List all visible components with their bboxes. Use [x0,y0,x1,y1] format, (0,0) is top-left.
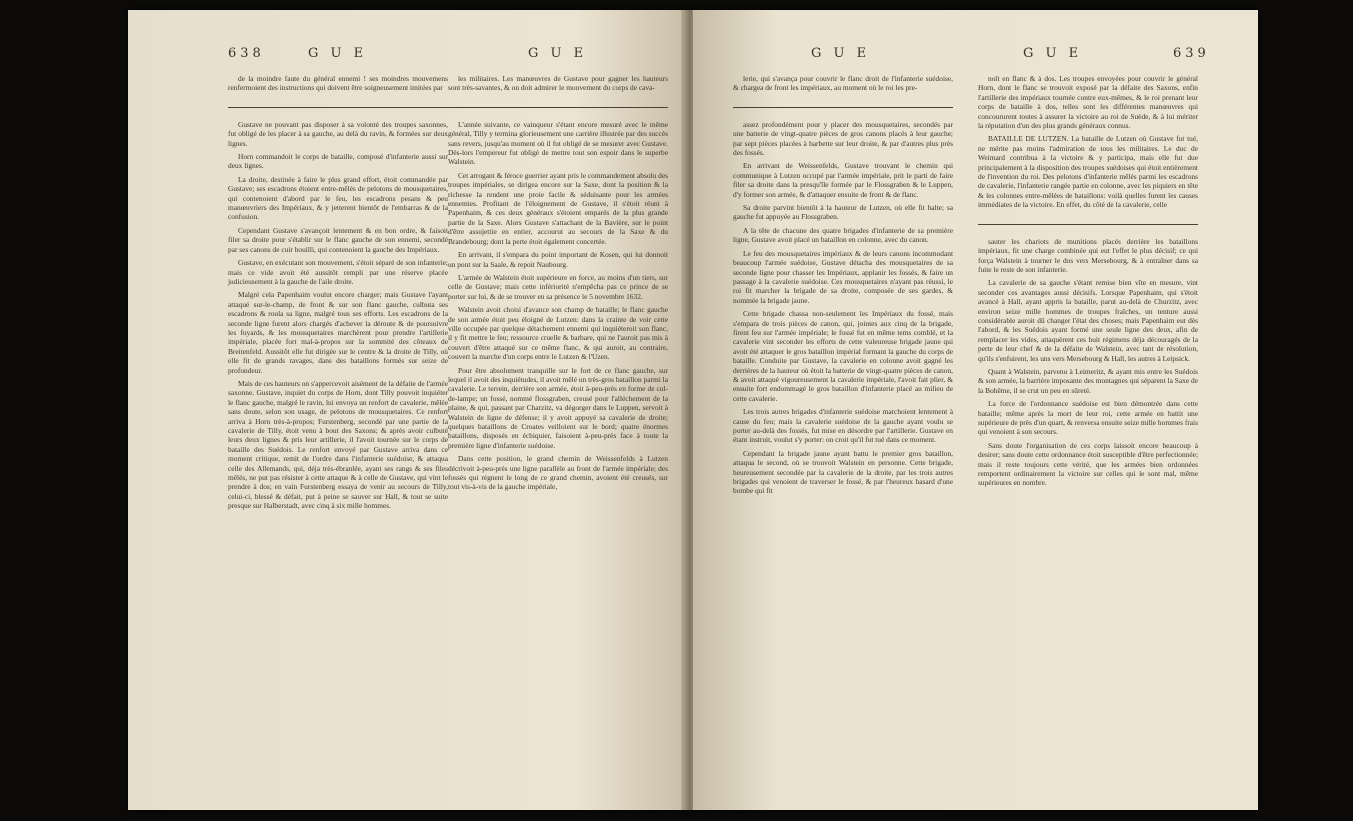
paragraph: de la moindre faute du général ennemi ! ses moindres mouvemens renfermoient des instructions qui doivent être soigneusement imitées par [228,74,448,93]
paragraph: Cet arrogant & féroce guerrier ayant pris le commandement absolu des troupes impériales, se dirigea encore sur la Saxe, dont la position & la richesse la rendent une proie facile & séduisante pour les armées ennemies. Profitant de l'éloignement de Gustave, il s'étoit réuni à Papenhaim, & ces deux généraux s'étoient emparés de la plus grande partie de la Saxe. Alors Gustave s'attachant de la Bavière, sur le point d'être assujettie en entier, accourut au secours de la Saxe & du Brandebourg; dont la perte étoit également concertée. [448,170,668,246]
right-column-2 [978,74,1198,492]
paragraph: sauter les chariots de munitions placés derrière les bataillons impériaux, fit une charge combinée qui eut l'effet le plus décisif; ce qui força Walstein à tourner le dos vers Mersebourg, & à entraîner dans sa fuite le reste de son infanterie. [978,236,1198,274]
paragraph: En arrivant, il s'empara du point important de Kosen, qui lui donnoit un pont sur la Saale, & repoit Naubourg. [448,250,668,269]
paragraph: Le feu des mousquetaires impériaux & de leurs canons incommodant beaucoup l'armée suédoise, Gustave détacha des mousquetaires de sa seconde ligne pour chasser les Impériaux, applanir les fossés, & faire un passage à la cavalerie suédoise. Ces mousquetaires n'ayant pas réussi, le roi fit marcher la brigade de sa droite, composée de ses gardes, & nommée la brigade jaune. [733,248,953,305]
running-head-left-col2: G U E [528,46,588,61]
running-head-right-col1: G U E [811,46,871,61]
paragraph: En arrivant de Weissenfelds, Gustave trouvant le chemin qui communique à Lutzen occupé par l'armée impériale, prit le parti de faire filer sa droite dans la presqu'île formée par le Flossgraben & le Luppen, d'y former son armée, & d'attaquer ensuite de front & de flanc. [733,161,953,199]
section-rule [448,107,668,108]
running-head-right-col2: G U E [1023,46,1083,61]
paragraph: Dans cette position, le grand chemin de Weissenfelds à Lutzen décrivoit à-peu-près une ligne parallèle au front de l'armée impériale; des fossés qui régnent le long de ce grand chemin, avoient été creusés, sur tout vis-à-vis de la gauche impériale, [448,454,668,492]
paragraph: Horn commandoit le corps de bataille, composé d'infanterie aussi sur deux lignes. [228,152,448,171]
paragraph: assez profondément pour y placer des mousquetaires, secondés par une batterie de vingt-quatre pièces de gros canons placés à leur gauche; par sept pièces placées à barbette sur leur droite, & par d'autres plus près des fossés. [733,119,953,158]
paragraph: Walstein avoit choisi d'avance son champ de bataille; le flanc gauche de son armée étoit peu éloigné de Lutzen: dans la crainte de voir cette ville occupée par quelque détachement ennemi qui inquiéteroit son flanc, il y fit mettre le feu; ressource cruelle & barbare, qui ne l'auroit pas mis à couvert d'être attaqué sur ce même flanc, & qui auroit, au contraire, couvert la marche d'un corps entre le Lutzen & l'Uzen. [448,305,668,362]
left-column-1 [228,74,448,515]
paragraph: L'année suivante, ce vainqueur s'étant encore mesuré avec le même général, Tilly y termina glorieusement une carrière illustrée par des succès sans revers, jusqu'au moment où il fut obligé de se mesurer avec Gustave. Dès-lors l'empereur fut obligé de mettre tout son espoir dans le superbe Walstein. [448,119,668,167]
section-rule [978,224,1198,225]
paragraph: Cependant la brigade jaune ayant battu le premier gros bataillon, attaqua le second, où se trouvoit Walstein en personne. Cette brigade, heureusement secondée par la cavalerie de la droite, par les trois autres brigades qui venoient de traverser le fossé, & par l'heureux hasard d'une bombe qui fit [733,448,953,496]
paragraph: Cette brigade chassa non-seulement les Impériaux du fossé, mais s'empara de trois pièces de canon, qui, jointes aux cinq de la brigade, firent feu sur l'armée impériale; le fossé fut en même tems comblé, et la cavalerie vint seconder les efforts de cette valeureuse brigade jaune qui avoit été attaquer le gros bataillon impérial formant la gauche du corps de bataille. Conduite par Gustave, la cavalerie en colonne avoit gagné les derrières de la hauteur où étoit la batterie de vingt-quatre pièces de canon, & avoit attaqué vigoureusement la cavalerie impériale, l'avoit fait plier, & ensuite fort endommagé le gros bataillon d'infanterie placé au milieu de cette cavalerie. [733,309,953,403]
left-column-2 [448,74,668,496]
paragraph: Les trois autres brigades d'infanterie suédoise marchoient lentement à cause du feu; mais la cavalerie suédoise de la gauche ayant voulu se porter au-delà des fossés, fut mise en désordre par l'artillerie. Gustave en étant instruit, voulut s'y porter: on croit qu'il fut tué dans ce moment. [733,407,953,445]
right-page [693,10,1258,810]
paragraph: lerie, qui s'avança pour couvrir le flanc droit de l'infanterie suédoise, & chargea de front les impériaux, au moment où le roi les pre- [733,74,953,93]
paragraph: Cependant Gustave s'avançoit lentement & en bon ordre, & faisoit filer sa droite pour s'établir sur le flanc gauche de son ennemi, secondé par ses canons de cuir bouilli, qui contenoient la gauche des Impériaux. [228,225,448,254]
paragraph: Quant à Walstein, parvenu à Leimeritz, & ayant mis entre les Suédois & son armée, la barrière imposante des montagnes qui séparent la Saxe de la Bohême, il se crut un peu en sûreté. [978,366,1198,395]
paragraph: Mais de ces hauteurs on s'appercevoit aisément de la défaite de l'armée saxonne. Gustave, inquiet du corps de Horn, dont Tilly pouvoit inquiéter le flanc gauche, malgré le ravin, lui envoya un renfort de cavalerie, mêlée sans doute, selon son usage, de pelotons de mousquetaires. Ce renfort arriva à Horn très-à-propos; Furstenberg, secondé par une partie de la cavalerie de Tilly, étoit venu à bout des Saxons; & après avoir culbuté leurs deux lignes & pris leur artillerie, il l'avoit tournée sur le corps de bataille des Suédois. Le renfort envoyé par Gustave arriva dans ce moment critique, remit de l'ordre dans l'infanterie suédoise, & attaqua celle des Allemands, qui, déja très-ébranlée, ayant ses rangs & ses files mêlés, ne put pas résister à cette attaque & à celle de Gustave, qui vint le prendre à dos; en vain Furstenberg essaya de venir au secours de Tilly, celui-ci, blessé & défait, put à peine se sauver sur Hall, & tout se suite presque sur Halberstadt, avec cinq à six mille hommes. [228,378,448,511]
page-number-right: 639 [1173,46,1210,61]
paragraph: noît en flanc & à dos. Les troupes envoyées pour couvrir le général Horn, dont le flanc se trouvoit exposé par la défaite des Saxons, enfin l'artillerie des impériaux tournée contre eux-mêmes, & le roi prenant leur corps de bataille à dos, telles sont les différentes manœuvres qui concoururent toutes à assurer la victoire au roi de Suède, & à lui mériter la réputation d'un des plus grands généraux connus. [978,74,1198,131]
section-rule [228,107,448,108]
page-number-left: 638 [228,46,265,61]
right-column-1 [733,74,953,500]
paragraph: les militaires. Les manœuvres de Gustave pour gagner les hauteurs sont très-savantes, & on doit admirer le mouvement du corps de cava- [448,74,668,93]
paragraph: La droite, destinée à faire le plus grand effort, étoit commandée par Gustave; ses escadrons étoient entre-mêlés de pelotons de mousquetaires, qui contenoient d'abord par le feu, les escadrons pesans & peu manœuvriers des Impériaux, & y jetterent bientôt de l'embarras & de la confusion. [228,174,448,222]
paragraph: Gustave ne pouvant pas disposer à sa volonté des troupes saxonnes, fut obligé de les placer à sa gauche, au delà du ravin, & formées sur deux lignes. [228,119,448,148]
paragraph: A la tête de chacune des quatre brigades d'infanterie de sa première ligne, Gustave avoit placé un bataillon en colonne, avec du canon. [733,225,953,245]
paragraph: L'armée de Walstein étoit supérieure en force, au moins d'un tiers, sur celle de Gustave; mais cette infériorité n'empêcha pas ce prince de se porter sur lui, & de se trouver en sa présence le 5 novembre 1632. [448,272,668,301]
paragraph: Pour être absolument tranquille sur le fort de ce flanc gauche, sur lequel il avoit des inquiétudes, il avoit mêlé un très-gros bataillon parmi la cavalerie. Le terrein, derrière son armée, étoit à-peu-près en forme de cul-de-lampe; un fossé, nommé flossgraben, creusé pour l'alléchement de la plaine, & qui, passant par Charzitz, va dégorger dans le Luppen, servoit à Walstein de ligne de défense; il y avoit appuyé sa cavalerie de droite; quelques bataillons de Croates veilloient sur le bord; quatre énormes bataillons, disposés en échiquier, faisoient à-peu-près face à toute la première ligne d'infanterie suédoise. [448,365,668,450]
left-page [128,10,688,810]
paragraph: Sa droite parvint bientôt à la hauteur de Lutzen, où elle fit halte; sa gauche fut appuyée au Flossgraben. [733,203,953,222]
paragraph: La cavalerie de sa gauche s'étant remise bien vîte en mesure, vint seconder ces avantages aussi décisifs. Lorsque Papenhaim, qui s'étoit avancé à Hall, ayant appris la bataille, parut au-delà de Churzitz, avec environ seize mille hommes de troupes fraîches, un tenture aussi considérable auroit dû changer l'état des choses; mais Papenhaim eut dès l'abord, & les Suédois ayant formé une seule ligne des deux, afin de remplacer les vides, attaquèrent ces huit régimens déja découragés de la perte de leur chef & de la défaite de Walstein, avec tant de résolution, qu'ils s'enfuirent, les uns vers Mersebourg & Hall, les autres à Leipsick. [978,278,1198,363]
paragraph: La force de l'ordonnance suédoise est bien démontrée dans cette bataille; même après la mort de leur roi, cette armée en battit une supérieure de près d'un quart, & renversa ensuite seize mille hommes frais qui venoient à son secours. [978,399,1198,437]
section-rule [733,107,953,108]
running-head-left-col1: G U E [308,46,368,61]
paragraph: Sans doute l'organisation de ces corps laissoit encore beaucoup à desirer; sans doute cette ordonnance étoit susceptible d'être perfectionnée; mais il reste toujours cette vérité, que les armées bien ordonnées remportent ordinairement la victoire sur celles qui le sont mal, même supérieures en nombre. [978,440,1198,488]
book-spread [128,10,1258,810]
paragraph: Malgré cela Papenhaim voulut encore charger; mais Gustave l'ayant attaqué sur-le-champ, de front & sur son flanc gauche, culbuta ses escadrons & roula sa ligne, malgré tous ses efforts. Les escadrons de la seconde ligne furent alors chargés d'achever la déroute & de poursuivre les fuyards, & les mousquetaires marchèrent pour prendre l'artillerie impériale, placée fort mal-à-propos sur la sommité des côteaux de Breitenfeld. Aussitôt elle fut dirigée sur le centre & la droite de Tilly, où elle fit de grands ravages, dans des bataillons formés sur seize de profondeur. [228,290,448,375]
paragraph: Gustave, en exécutant son mouvement, s'étoit séparé de son infanterie; mais ce vide avoit été aussitôt rempli par une réserve placée judicieusement à la gauche de l'aile droite. [228,258,448,286]
paragraph: BATAILLE DE LUTZEN. La bataille de Lutzen où Gustave fut tué, ne mérite pas moins l'admiration de tous les militaires. Le duc de Weimard contribua à la victoire & y participa, mais elle fut due principalement à la disposition des troupes suédoises qui étoit entièrement de l'invention du roi. Des pelotons d'infanterie mêlés parmi les escadrons de cavalerie, l'infanterie rangée partie en colonne, avec les piquiers en tête & les colonnes entre-mêlées de bataillons: voilà quelles furent les causes immédiates de la victoire. En effet, du côté de la cavalerie, celle [978,134,1198,210]
